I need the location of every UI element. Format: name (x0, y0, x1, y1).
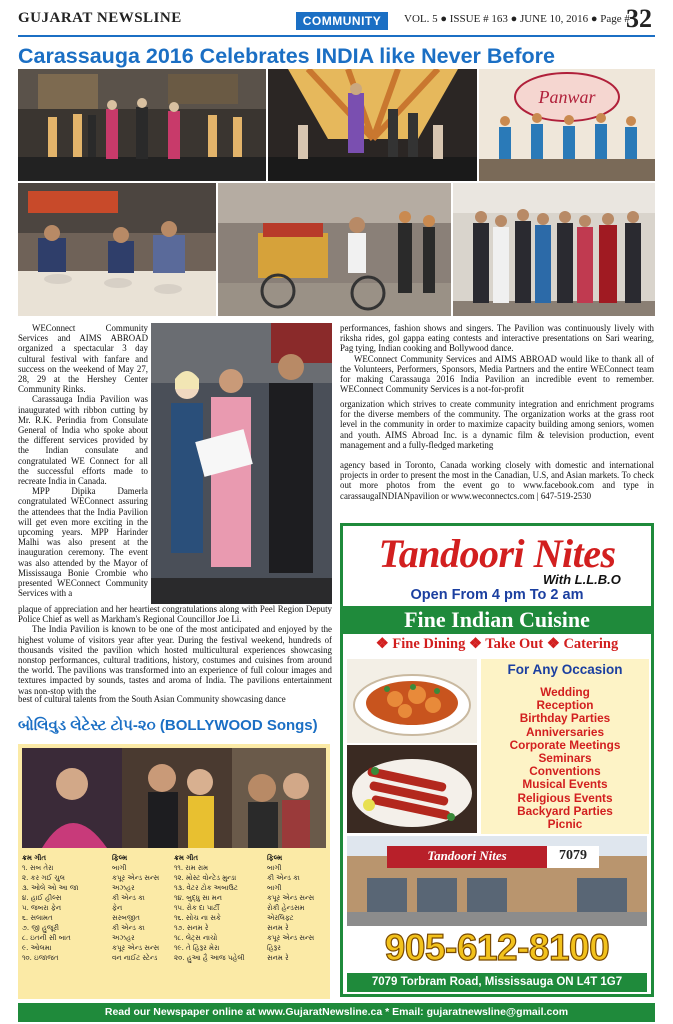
song-cell: ૧. સબ તેરા (22, 864, 54, 872)
ad-address: 7079 Torbram Road, Mississauga ON L4T 1G7 (347, 973, 647, 992)
bollywood-table-row (22, 903, 328, 913)
occasion-item: Religious Events (517, 790, 613, 805)
film-cell: રોકી હેન્ડસમ (267, 904, 305, 912)
photo-curry-dish (347, 659, 477, 743)
photo-kebab-dish (347, 745, 477, 833)
occasion-item: Musical Events (522, 777, 608, 792)
footer-banner: Read our Newspaper online at www.GujaratNewsline.ca * Email: gujaratnewsline@gmail.com (18, 1003, 655, 1022)
article-wide-continued (18, 694, 332, 704)
song-cell: ૧૯. તે હિરૂર મેરા (174, 944, 220, 952)
song-cell: ૧૭. સનમ રે (174, 924, 209, 932)
ad-phone: 905-612-8100 (384, 927, 610, 968)
bollywood-table-row (22, 893, 328, 903)
occasion-item: Backyard Parties (517, 803, 613, 818)
bollywood-table-row (22, 913, 328, 923)
film-cell: કપૂર એન્ડ સન્સ (112, 874, 160, 882)
song-cell: ૫. જબરા ફેન (22, 904, 62, 912)
headline: Carassauga 2016 Celebrates INDIA like Never Before (18, 44, 555, 68)
article-paragraph: WEConnect Community Services and AIMS ABROAD would like to thank all of the Volunteers, Performers, Sponsors, Media Partners and the entire WEConnect team for making Carassauga 2016 India Pavilion an incredible event to remember. WEConnect Community Services is a not-for-profit (340, 353, 654, 395)
song-cell: ૧૦. ઇજાજત (22, 954, 59, 962)
film-cell: વન નાઈટ સ્ટેન્ડ (112, 954, 158, 962)
masthead: GUJARAT NEWSLINE (18, 10, 182, 26)
film-cell: એરલિફ્ટ (267, 914, 294, 922)
song-cell: ૧૬. સોચ ના સકે (174, 914, 221, 922)
header-cell: ક્રમ ગીત (22, 854, 47, 862)
film-cell: હિરૂર (267, 944, 281, 952)
bollywood-table-row (22, 873, 328, 883)
photo-riksha-ride (218, 183, 451, 316)
storefront-number: 7079 (559, 848, 587, 863)
article-paragraph: MPP Dipika Damerla congratulated WEConnect assuring the attendees that the India Pavilion will get even more exciting in the upcoming years. MPP Harinder Malhi was also present at the inauguration ceremony. The event was also attended by the Mayor of Mississauga Bonie Crombie who presented WEConnect Community Services with a (18, 486, 148, 599)
header-cell: ક્રમ ગીત (174, 854, 199, 862)
song-cell: ૪. હાઈ હીલ્સ (22, 894, 62, 902)
song-cell: ૧૩. વેટર ટોક અબાઉટ (174, 884, 238, 892)
film-cell: કી એન્ડ કા (112, 924, 145, 932)
film-cell: કપૂર એન્ડ સન્સ (267, 934, 315, 942)
occasion-item: Picnic (547, 817, 583, 832)
article-paragraph: Carassauga India Pavilion was inaugurated with ribbon cutting by Mr. R.K. Perindia from Consulate General of India who spoke about the different services provided by the Indian consulate and congratulated WE Connect for all the successful efforts made to recreate India in Canada. (18, 394, 148, 487)
film-cell: અઝહર (112, 934, 135, 942)
film-cell: કપૂર એન્ડ સન્સ (112, 944, 160, 952)
occasion-item: Reception (536, 698, 594, 713)
article-paragraph: best of cultural talents from the South Asian Community showcasing dance (18, 694, 286, 704)
bollywood-table-row (22, 863, 328, 873)
song-cell: ૨૦. હુઆ હૈ આજ પહેલી (174, 954, 245, 962)
film-cell: બાગી (267, 884, 282, 892)
occasion-item: Conventions (529, 764, 601, 779)
article-column-1 (18, 323, 148, 598)
film-cell: ફેન (112, 904, 123, 912)
song-cell: ૩. ઓલે ઓ આ જા (22, 884, 79, 892)
bollywood-table-row (22, 883, 328, 893)
storefront-sign: Tandoori Nites (427, 848, 507, 863)
svg-text:Panwar: Panwar (538, 87, 596, 107)
ad-llbo: With L.L.B.O (543, 572, 621, 587)
song-cell: ૧૮. લેટ્સ નાચો (174, 934, 218, 942)
ad-restaurant-name: Tandoori Nites (378, 531, 616, 576)
song-cell: ૭. જી હુજૂરી (22, 924, 60, 932)
film-cell: કી એન્ડ કા (112, 894, 145, 902)
bollywood-table-row (22, 953, 328, 963)
photo-eating-contest (18, 183, 216, 316)
photo-panwar-dance (479, 69, 655, 181)
song-cell: ૧૧. રામ રામ (174, 864, 209, 872)
bollywood-title: બોલિવુડ લેટેસ્ટ ટોપ-૨૦ (BOLLYWOOD Songs) (18, 717, 318, 734)
bollywood-table-row (22, 943, 328, 953)
occasion-item: Birthday Parties (519, 711, 611, 726)
article-column-3-b (340, 399, 654, 450)
article-column-3 (340, 323, 654, 394)
song-cell: ૮. ઇતની સી બાત (22, 934, 71, 942)
header-rule (18, 35, 655, 37)
ad-cuisine-band: Fine Indian Cuisine (343, 606, 651, 634)
article-paragraph: agency based in Toronto, Canada working closely with domestic and international projects in order to present the most in the Canadian, U.S, and Asian markets. To check out more photos from the event go to www.facebook.com and type in carassaugaINDIANpavilion or www.weconnectcs.com | 647-519-2530 (340, 460, 654, 501)
occasion-item: Seminars (538, 751, 592, 766)
article-paragraph: organization which strives to create community integration and enrichment programs for the diverse members of the community. The organization works at the grass root level in the community in order to maximize capacity building among seniors, women and youth. AIMS Abroad Inc. is a dynamic film & television production, event management and a fully-fledged marketing (340, 399, 654, 450)
article-paragraph: plaque of appreciation and her heartiest congratulations along with Peel Region Deputy Police Chief as well as Markham's Regional Councillor Joe Li. (18, 604, 332, 625)
song-cell: ૯. ઓલમા (22, 944, 52, 952)
photo-storefront (347, 836, 647, 926)
photo-stage-dance (268, 69, 477, 181)
song-cell: ૧૪. બુદ્ધુ સા મન (174, 894, 222, 902)
page-number: 32 (626, 4, 652, 33)
occasion-item: Anniversaries (525, 724, 605, 739)
ad-hours: Open From 4 pm To 2 am (410, 587, 584, 603)
song-cell: ૨. કર ગઈ ચુલ (22, 874, 65, 882)
song-cell: ૬. સલામત (22, 914, 53, 922)
issue-info: VOL. 5 ● ISSUE # 163 ● JUNE 10, 2016 ● Page # (404, 13, 630, 25)
article-column-3-c (340, 460, 654, 501)
article-paragraph: performances, fashion shows and singers. The Pavilion was continuously lively with riksha rides, gol gappa eating contests and interactive presentations on Sari wearing, Pag tying, Indian cooking and Bollywood dance. (340, 323, 654, 354)
bollywood-table (22, 853, 328, 963)
film-cell: કી એન્ડ કા (267, 874, 300, 882)
occasion-title: For Any Occasion (507, 662, 623, 677)
header-cell: ફિલ્મ (267, 854, 283, 862)
occasion-list (481, 686, 649, 831)
bollywood-table-row (22, 933, 328, 943)
photo-bollywood-stars (22, 748, 326, 848)
song-cell: ૧૫. રોક દા પાર્ટી (174, 904, 220, 912)
film-cell: અઝહર (112, 884, 135, 892)
tandoori-nites-ad (340, 523, 654, 997)
film-cell: કપૂર એન્ડ સન્સ (267, 894, 315, 902)
article-paragraph: The India Pavilion is known to be one of the most anticipated and enjoyed by the highest volume of visitors year after year. During the festival weekend, hundreds of thousands visited the pavilion which hosted multicultural experiences showcasing nonstop performances, cultural traditions, history, costumes and cuisines from around the world. The pavilions was transformed into an experience of full colour images and textures impacted by sounds, tastes and aroma of India. The pavilions entertainment was non-stop with the (18, 624, 332, 696)
film-cell: બાગી (267, 864, 282, 872)
film-cell: સનમ રે (267, 924, 289, 932)
occasion-item: Wedding (540, 685, 590, 699)
header-cell: ફિલ્મ (112, 854, 128, 862)
bollywood-table-row (22, 923, 328, 933)
film-cell: સરબજીત (112, 914, 140, 922)
film-cell: સનમ રે (267, 954, 289, 962)
film-cell: બાગી (112, 864, 127, 872)
photo-stage-fashion (18, 69, 266, 181)
photo-dignitaries (453, 183, 655, 316)
article-wide-block (18, 604, 332, 696)
bollywood-table-header (22, 853, 328, 863)
photo-award-presentation (151, 323, 332, 604)
ad-services: ❖ Fine Dining ❖ Take Out ❖ Catering (375, 636, 619, 652)
article-paragraph: WEConnect Community Services and AIMS ABROAD organized a spectacular 3 day cultural festival with fanfare and success on the weekend of May 27, 28, 29 at the Hershey Center Community Rinks. (18, 323, 148, 395)
song-cell: ૧૨. મોસ્ટ વોન્ટેડ મુન્ડા (174, 874, 237, 882)
occasion-item: Corporate Meetings (509, 737, 621, 752)
section-label: COMMUNITY (296, 12, 388, 30)
